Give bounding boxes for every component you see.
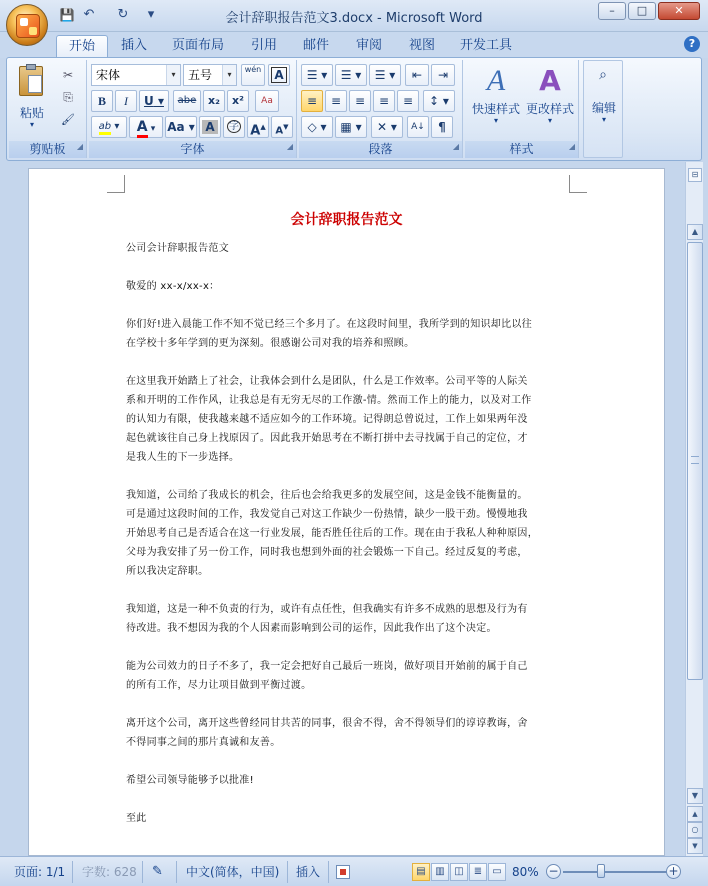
next-page-button[interactable]: ▼ bbox=[687, 838, 703, 854]
undo-icon[interactable]: ↶ bbox=[83, 7, 95, 22]
shrink-font-button[interactable]: A▼ bbox=[271, 116, 293, 138]
document-line: 我知道，公司给了我成长的机会，往后也会给我更多的发展空间，这是金钱不能衡量的。 bbox=[126, 490, 528, 501]
zoom-slider-thumb[interactable] bbox=[597, 864, 605, 878]
tab-page-layout[interactable]: 页面布局 bbox=[171, 38, 224, 53]
document-line: 公司会计辞职报告范文 bbox=[126, 243, 229, 254]
document-title: 会计辞职报告范文 bbox=[290, 212, 403, 228]
dialog-launcher-icon[interactable]: ◢ bbox=[452, 142, 459, 151]
paragraph-mark-icon: ¶ bbox=[438, 120, 446, 134]
document-line: 所以我决定辞职。 bbox=[126, 566, 209, 577]
font-color-button[interactable]: A ▾ bbox=[129, 116, 163, 138]
zoom-in-button[interactable]: + bbox=[666, 864, 681, 879]
numbering-icon: ☰ bbox=[340, 68, 352, 82]
center-icon: ≡ bbox=[330, 94, 342, 108]
full-screen-reading-button[interactable]: ▥ bbox=[431, 863, 449, 881]
tab-review[interactable]: 审阅 bbox=[355, 38, 382, 53]
bullets-button[interactable]: ☰ ▾ bbox=[301, 64, 333, 86]
enclose-characters-button[interactable] bbox=[223, 116, 245, 138]
zoom-slider[interactable] bbox=[563, 871, 667, 873]
font-group-label: 字体 ◢ bbox=[89, 141, 296, 158]
document-line: 可是通过这段时间的工作，我发觉自己对这工作缺少一份热情，缺少一股干劲。慢慢地我 bbox=[126, 509, 528, 520]
decrease-indent-button[interactable] bbox=[405, 64, 429, 86]
styles-group bbox=[465, 60, 579, 158]
document-line: 的认知力有限，使我越来越不适应如今的工作环境。记得朗总曾说过，工作上如果两年没 bbox=[126, 414, 528, 425]
document-line: 的所有工作，尽力让项目做到平衡过渡。 bbox=[126, 680, 312, 691]
web-layout-button[interactable]: ◫ bbox=[450, 863, 468, 881]
copy-button[interactable] bbox=[57, 86, 79, 108]
dialog-launcher-icon[interactable]: ◢ bbox=[76, 142, 83, 151]
paste-label: 粘贴 bbox=[19, 106, 44, 120]
shading-icon: ◇ bbox=[307, 120, 317, 134]
clipboard-group bbox=[9, 60, 87, 158]
crop-mark bbox=[107, 175, 125, 193]
redo-icon[interactable]: ↻ bbox=[117, 7, 129, 22]
tab-references[interactable]: 引用 bbox=[250, 38, 277, 53]
divider bbox=[142, 861, 143, 883]
paragraph-group bbox=[299, 60, 463, 158]
strikethrough-button[interactable]: abe bbox=[173, 90, 201, 112]
bold-button[interactable]: B bbox=[91, 90, 113, 112]
divider bbox=[72, 861, 73, 883]
format-painter-icon: 🖌 bbox=[61, 113, 75, 126]
sort-icon: A↓ bbox=[411, 122, 425, 132]
grow-font-button[interactable]: A▲ bbox=[247, 116, 269, 138]
dialog-launcher-icon[interactable]: ◢ bbox=[286, 142, 293, 151]
quick-styles-label: 快速样式 bbox=[471, 102, 520, 116]
align-right-button[interactable] bbox=[349, 90, 371, 112]
editing-button[interactable]: 编辑 bbox=[591, 101, 616, 115]
office-button[interactable] bbox=[6, 4, 48, 46]
find-icon: ⌕ bbox=[599, 67, 607, 83]
clear-formatting-button[interactable] bbox=[255, 90, 279, 112]
dialog-launcher-icon[interactable]: ◢ bbox=[568, 142, 575, 151]
tab-insert[interactable]: 插入 bbox=[120, 38, 147, 53]
font-name-combo[interactable]: 宋体 ▾ bbox=[91, 64, 181, 86]
sort-button[interactable] bbox=[407, 116, 429, 138]
save-icon[interactable]: 💾 bbox=[59, 8, 75, 22]
word-count[interactable]: 字数: 628 bbox=[82, 865, 137, 879]
align-right-icon: ≡ bbox=[354, 94, 366, 108]
align-left-button[interactable] bbox=[301, 90, 323, 112]
quick-styles-icon: A bbox=[486, 64, 506, 97]
document-line: 至此 bbox=[126, 813, 147, 824]
underline-button[interactable]: U ▾ bbox=[139, 90, 169, 112]
multilevel-list-button[interactable]: ☰ ▾ bbox=[369, 64, 401, 86]
proofing-icon[interactable]: ✎ bbox=[152, 864, 163, 879]
chevron-down-icon: ▾ bbox=[547, 116, 552, 125]
title-bar bbox=[0, 0, 708, 32]
font-color-icon: A bbox=[137, 119, 148, 138]
font-size-combo[interactable]: 五号 ▾ bbox=[183, 64, 237, 86]
character-shading-button[interactable] bbox=[199, 116, 221, 138]
cut-icon: ✂ bbox=[62, 68, 74, 82]
tab-view[interactable]: 视图 bbox=[408, 38, 435, 53]
zoom-level[interactable]: 80% bbox=[512, 865, 539, 879]
styles-group-label: 样式 ◢ bbox=[465, 141, 578, 158]
text-highlight-button[interactable]: ab ▾ bbox=[91, 116, 127, 138]
macro-record-icon[interactable] bbox=[336, 865, 350, 879]
justify-icon: ≡ bbox=[378, 94, 390, 108]
asian-layout-button[interactable]: ✕ ▾ bbox=[371, 116, 403, 138]
document-line: 我知道，这是一种不负责的行为，或许有点任性，但我确实有许多不成熟的思想及行为有 bbox=[126, 604, 528, 615]
distribute-button[interactable] bbox=[397, 90, 419, 112]
document-line: 待改进。我不想因为我的个人因素而影响到公司的运作，因此我作出了这个决定。 bbox=[126, 623, 497, 634]
office-logo-icon bbox=[16, 14, 40, 38]
language-indicator[interactable]: 中文(简体，中国) bbox=[186, 865, 280, 879]
format-painter-button[interactable] bbox=[57, 108, 79, 130]
clear-format-icon: Aa bbox=[261, 96, 273, 106]
show-marks-button[interactable] bbox=[431, 116, 453, 138]
document-line: 敬爱的 xx-x/xx-x： bbox=[126, 281, 220, 292]
quick-styles-button[interactable] bbox=[469, 62, 523, 134]
phonetic-guide-button[interactable] bbox=[241, 64, 265, 86]
draft-view-button[interactable]: ▭ bbox=[488, 863, 506, 881]
customize-qat-icon[interactable]: ▾ bbox=[147, 7, 155, 22]
document-line: 是我人生的下一步选择。 bbox=[126, 452, 240, 463]
document-line: 系和开明的工作作风，让我总是有无穷无尽的工作激-情。然而工作上的能力，以及对工作 bbox=[126, 395, 532, 406]
insert-mode-indicator[interactable]: 插入 bbox=[296, 865, 321, 879]
increase-indent-icon: ⇥ bbox=[437, 68, 449, 82]
change-styles-icon: A bbox=[539, 64, 561, 97]
subscript-button[interactable]: x₂ bbox=[203, 90, 225, 112]
document-area bbox=[0, 162, 685, 856]
window-controls bbox=[598, 2, 700, 20]
previous-page-button[interactable]: ▲ bbox=[687, 806, 703, 822]
page-count[interactable]: 页面: 1/1 bbox=[14, 865, 66, 879]
document-line: 父母为我安排了另一份工作，同时我也想到外面的社会锻炼一下自己。经过反复的考虑， bbox=[126, 547, 528, 558]
borders-icon: ▦ bbox=[340, 120, 352, 134]
chevron-down-icon: ▾ bbox=[166, 65, 180, 85]
zoom-out-button[interactable]: − bbox=[546, 864, 561, 879]
close-button[interactable]: ✕ bbox=[658, 2, 700, 20]
italic-button[interactable]: I bbox=[115, 90, 137, 112]
ribbon bbox=[6, 57, 702, 161]
align-left-icon: ≡ bbox=[306, 94, 318, 108]
chevron-down-icon: ▾ bbox=[493, 116, 498, 125]
decrease-indent-icon: ⇤ bbox=[411, 68, 423, 82]
char-shading-icon: A bbox=[202, 120, 217, 134]
restore-button[interactable]: □ bbox=[628, 2, 656, 20]
font-group bbox=[89, 60, 297, 158]
select-browse-object-button[interactable]: ○ bbox=[687, 822, 703, 838]
document-line: 能为公司效力的日子不多了，我一定会把好自己最后一班岗，做好项目开始前的属于自己 bbox=[126, 661, 528, 672]
document-line: 在这里我开始踏上了社会，让我体会到什么是团队，什么是工作效率。公司平等的人际关 bbox=[126, 376, 528, 387]
status-bar bbox=[0, 856, 708, 886]
tab-home[interactable]: 开始 bbox=[56, 35, 108, 58]
change-case-button[interactable]: Aa ▾ bbox=[165, 116, 197, 138]
change-styles-label: 更改样式 bbox=[525, 102, 574, 116]
minimize-button[interactable]: – bbox=[598, 2, 626, 20]
increase-indent-button[interactable] bbox=[431, 64, 455, 86]
tab-mailings[interactable]: 邮件 bbox=[302, 38, 329, 53]
document-page[interactable] bbox=[28, 168, 665, 856]
document-line: 起色就该往自己身上找原因了。因此我开始思考在不断打拼中去寻找属于自己的定位，才 bbox=[126, 433, 528, 444]
enclose-char-icon: 字 bbox=[229, 121, 239, 132]
vertical-scrollbar[interactable] bbox=[685, 162, 703, 856]
document-line: 在学校十多年学到的更为深刻。很感谢公司对我的培养和照顾。 bbox=[126, 338, 415, 349]
cut-button[interactable] bbox=[57, 64, 79, 86]
wen-icon: wén bbox=[244, 65, 262, 74]
scroll-down-button[interactable]: ▼ bbox=[687, 788, 703, 804]
divider bbox=[328, 861, 329, 883]
clipboard-group-label: 剪贴板 ◢ bbox=[9, 141, 86, 158]
scroll-up-button[interactable]: ▲ bbox=[687, 224, 703, 240]
divider bbox=[287, 861, 288, 883]
help-icon[interactable]: ? bbox=[684, 36, 700, 52]
document-line: 你们好!进入晨能工作不知不觉已经三个多月了。在这段时间里，我所学到的知识却比以往 bbox=[126, 319, 533, 330]
multilevel-list-icon: ☰ bbox=[374, 68, 386, 82]
bullets-icon: ☰ bbox=[306, 68, 318, 82]
scroll-thumb[interactable] bbox=[687, 242, 703, 680]
paste-button[interactable] bbox=[15, 64, 49, 132]
line-spacing-button[interactable]: ↕ ▾ bbox=[423, 90, 455, 112]
clipboard-icon bbox=[19, 66, 43, 96]
editing-group bbox=[583, 60, 623, 158]
crop-mark bbox=[569, 175, 587, 193]
document-line: 希望公司领导能够予以批准! bbox=[126, 775, 254, 786]
paragraph-group-label: 段落 ◢ bbox=[299, 141, 462, 158]
window-title: 会计辞职报告范文3.docx - Microsoft Word bbox=[225, 11, 483, 26]
asian-layout-icon: ✕ bbox=[377, 120, 388, 134]
document-line: 离开这个公司，离开这些曾经同甘共苦的同事，很舍不得，舍不得领导们的谆谆教诲，舍 bbox=[126, 718, 528, 729]
paste-dropdown-icon: ▾ bbox=[29, 120, 34, 129]
tab-developer[interactable]: 开发工具 bbox=[459, 38, 512, 53]
print-layout-view-button[interactable]: ▤ bbox=[412, 863, 430, 881]
chevron-down-icon: ▾ bbox=[601, 115, 606, 124]
document-line: 开始思考自己是否适合在这一行业发展，能否胜任往后的工作。现在由于我私人种种原因， bbox=[126, 528, 538, 539]
distribute-icon: ≡ bbox=[402, 94, 414, 108]
chevron-down-icon: ▾ bbox=[222, 65, 236, 85]
justify-button[interactable] bbox=[373, 90, 395, 112]
copy-icon: ⎘ bbox=[63, 90, 73, 104]
outline-view-button[interactable]: ≣ bbox=[469, 863, 487, 881]
borders-button[interactable]: ▦ ▾ bbox=[335, 116, 367, 138]
superscript-button[interactable]: x² bbox=[227, 90, 249, 112]
shading-button[interactable]: ◇ ▾ bbox=[301, 116, 333, 138]
divider bbox=[176, 861, 177, 883]
document-line: 不得同事之间的那片真诚和友善。 bbox=[126, 737, 281, 748]
line-spacing-icon: ↕ bbox=[429, 94, 440, 108]
ribbon-tabs bbox=[0, 32, 708, 58]
ruler-toggle-icon[interactable]: ⊟ bbox=[688, 168, 702, 182]
character-border-button[interactable] bbox=[268, 64, 290, 86]
highlight-icon: ab bbox=[99, 121, 111, 135]
char-border-icon: A bbox=[271, 67, 286, 83]
numbering-button[interactable]: ☰ ▾ bbox=[335, 64, 367, 86]
center-button[interactable] bbox=[325, 90, 347, 112]
change-styles-button[interactable] bbox=[523, 62, 577, 134]
